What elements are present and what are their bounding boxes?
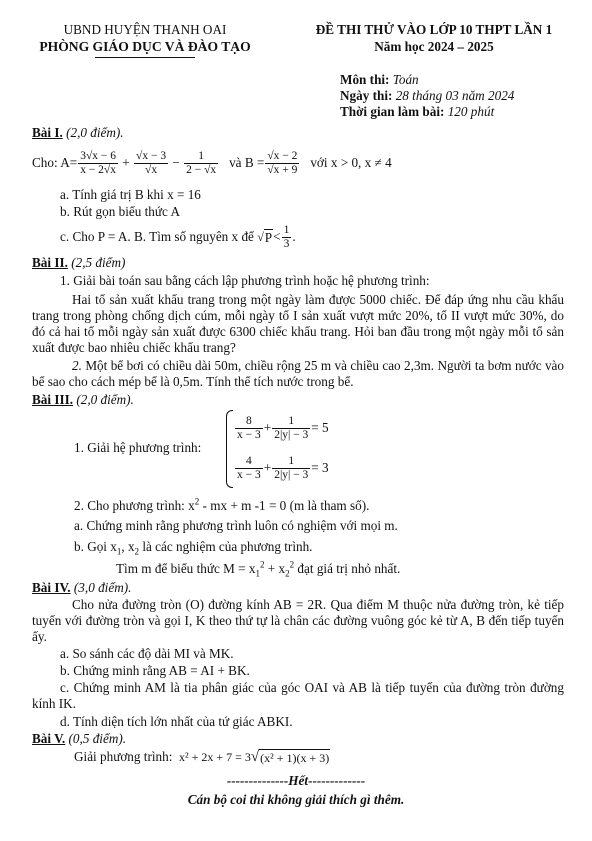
problem-5-radicand: (x² + 1)(x + 3) xyxy=(260,750,330,765)
subject-label: Môn thi: xyxy=(340,72,390,87)
problem-2-1-text: Hai tổ sản xuất khẩu trang trong một ngày làm được 5000 chiếc. Để đáp ứng nhu cầu khẩu trang trong phòng chống dịch cúm, mỗi ngày tổ I sản xuất vượt mức 20%, tổ II vượt mức 30%, do đó cả hai tổ mỗi ngày sản xuất được 6300 chiếc khẩu trang. Hỏi ban đầu trong một ngày mỗi tổ sản xuất được bao nhiêu chiếc khẩu trang? xyxy=(32,292,564,355)
section-5-score: (0,5 điểm). xyxy=(68,731,127,746)
question-4c: c. Chứng minh AM là tia phân giác của góc OAI và AB là tiếp tuyến của đường tròn đường kính IK. xyxy=(32,680,564,711)
problem-5-equation-lhs: x² + 2x + 7 = 3 xyxy=(178,750,251,764)
section-2-score: (2,5 điểm) xyxy=(71,255,126,270)
section-5-heading xyxy=(32,731,126,747)
school-year: Năm học 2024 – 2025 xyxy=(374,39,494,54)
problem-2-2 xyxy=(32,358,564,390)
problem-2-2-number: 2. xyxy=(72,358,82,373)
question-4a: a. So sánh các độ dài MI và MK. xyxy=(60,646,234,661)
domain-condition: với x > 0, x ≠ 4 xyxy=(310,155,392,170)
fraction-a-term1: $\frac{3√x - 6}{x - 2√x}$ xyxy=(80,149,116,176)
system-brace-icon xyxy=(226,410,233,488)
problem-5 xyxy=(74,746,330,768)
section-4-score: (3,0 điểm). xyxy=(73,580,132,595)
question-1a: a. Tính giá trị B khi x = 16 xyxy=(60,187,201,202)
eq1-fraction-2: $\frac{1}{2|y| - 3}$ xyxy=(274,414,309,441)
date-label: Ngày thi: xyxy=(340,88,393,103)
duration-label: Thời gian làm bài: xyxy=(340,104,445,119)
sqrt-sign-icon: √ xyxy=(257,230,264,244)
section-2-title: Bài II. xyxy=(32,255,68,270)
end-marker: --------------Hết------------- xyxy=(226,773,366,788)
and-b-label: và B = xyxy=(229,155,265,170)
problem-4-intro: Cho nửa đường tròn (O) đường kính AB = 2R. Qua điểm M thuộc nửa đường tròn, kẻ tiếp tuyến với đường tròn và gọi I, K theo thứ tự là chân các đường vuông góc kẻ từ A, B đến tiếp tuyến ấy. xyxy=(32,597,564,644)
fraction-b: $\frac{√x - 2}{√x + 9}$ xyxy=(267,149,298,176)
question-3b-task: Tìm m để biểu thức $M = x_1^2 + x_2^2$ đạt giá trị nhỏ nhất. xyxy=(116,559,401,579)
question-1c: c. Cho P = A. B. Tìm số nguyên x để √ P < $\frac{1}{3}$ . xyxy=(60,223,296,250)
question-1c-text: c. Cho P = A. B. Tìm số nguyên x để xyxy=(60,229,254,244)
department-name: UBND HUYỆN THANH OAI xyxy=(63,22,227,37)
fraction-a-term2: $\frac{√x - 3}{√x}$ xyxy=(136,149,167,176)
eq2-fraction-2: $\frac{1}{2|y| - 3}$ xyxy=(274,454,309,481)
problem-3-1-label: 1. Giải hệ phương trình: xyxy=(74,440,202,455)
question-3a: a. Chứng minh rằng phương trình luôn có nghiệm với mọi m. xyxy=(74,518,398,533)
eq1-fraction-1: $\frac{8}{x - 3}$ xyxy=(237,414,261,441)
sqrt-sign-icon: √ xyxy=(250,749,260,765)
eq2-fraction-1: $\frac{4}{x - 3}$ xyxy=(237,454,261,481)
expression-definitions: Cho: A= $\frac{3√x - 6}{x - 2√x}$ + $\frac{√x - 3}{√x}$ − $\frac{1}{2 - √x}$ và B = $\frac{√x - 2}{√x + 9}$ với x > 0, x ≠ 4 xyxy=(32,149,392,176)
system-equation-1: $\frac{8}{x - 3}$ + $\frac{1}{2|y| - 3}$ = 5 xyxy=(237,414,329,441)
section-1-score: (2,0 điểm). xyxy=(66,125,124,140)
question-1b: b. Rút gọn biểu thức A xyxy=(60,204,180,219)
section-3-score: (2,0 điểm). xyxy=(76,392,134,407)
question-4d: d. Tính diện tích lớn nhất của tứ giác ABKI. xyxy=(60,714,293,729)
section-3-title: Bài III. xyxy=(32,392,74,407)
date-line xyxy=(340,88,514,104)
header-divider xyxy=(95,57,195,58)
problem-3-2: 2. Cho phương trình: $x^2$ - mx + m -1 = 0 (m là tham số). xyxy=(74,496,370,513)
section-4-title: Bài IV. xyxy=(32,580,71,595)
problem-2-2-text: Một bể bơi có chiều dài 50m, chiều rộng 25 m và chiều cao 2,3m. Người ta bơm nước vào bể sao cho cách mép bể là 0,5m. Tính thể tích nước trong bể. xyxy=(32,358,564,389)
exam-title: ĐỀ THI THỬ VÀO LỚP 10 THPT LẦN 1 xyxy=(315,22,553,37)
subject-line xyxy=(340,72,419,88)
sqrt-p: P xyxy=(264,229,273,245)
duration-value: 120 phút xyxy=(447,104,495,119)
problem-2-1-instruction: 1. Giải bài toán sau bằng cách lập phương trình hoặc hệ phương trình: xyxy=(60,273,430,288)
section-3-heading xyxy=(32,392,134,408)
section-2-heading xyxy=(32,255,125,271)
question-3b: b. Gọi $x_1$, $x_2$ là các nghiệm của phương trình. xyxy=(74,539,313,557)
fraction-one-third: $\frac{1}{3}$ xyxy=(283,223,290,250)
problem-5-text: Giải phương trình: xyxy=(74,749,173,764)
section-5-title: Bài V. xyxy=(32,731,66,746)
section-4-heading xyxy=(32,580,131,596)
proctor-note: Cán bộ coi thi không giải thích gì thêm. xyxy=(187,792,405,807)
office-name: PHÒNG GIÁO DỤC VÀ ĐÀO TẠO xyxy=(39,39,251,54)
section-1-title: Bài I. xyxy=(32,125,63,140)
duration-line xyxy=(340,104,494,120)
date-value: 28 tháng 03 năm 2024 xyxy=(395,88,515,103)
question-4b: b. Chứng minh rằng AB = AI + BK. xyxy=(60,663,250,678)
subject-value: Toán xyxy=(392,72,419,87)
system-equation-2: $\frac{4}{x - 3}$ + $\frac{1}{2|y| - 3}$ = 3 xyxy=(237,454,329,481)
given-label: Cho: A= xyxy=(32,155,78,170)
section-1-heading xyxy=(32,125,124,141)
fraction-a-term3: $\frac{1}{2 - √x}$ xyxy=(186,149,217,176)
